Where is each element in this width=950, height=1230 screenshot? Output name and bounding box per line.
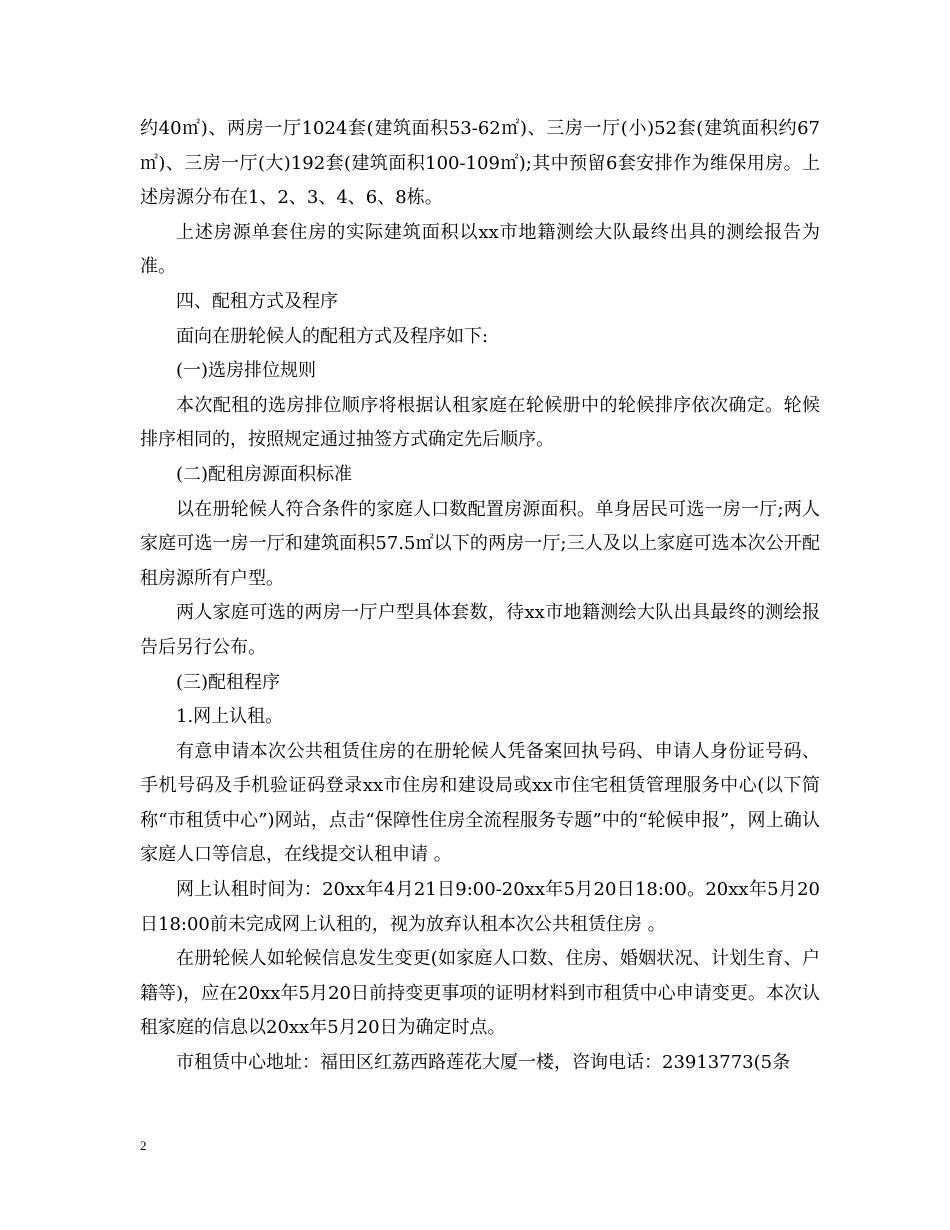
paragraph-2: 上述房源单套住房的实际建筑面积以xx市地籍测绘大队最终出具的测绘报告为准。 bbox=[140, 221, 820, 278]
subheading-2: (二)配租房源面积标准 bbox=[176, 463, 353, 485]
subheading-1: (一)选房排位规则 bbox=[176, 360, 317, 382]
step-1-heading: 1.网上认租。 bbox=[176, 706, 284, 728]
section-heading-4: 四、配租方式及程序 bbox=[176, 290, 338, 312]
page-number: 2 bbox=[140, 1138, 147, 1153]
paragraph-12: 有意申请本次公共租赁住房的在册轮候人凭备案回执号码、申请人身份证号码、手机号码及手机验证码登录xx市住房和建设局或xx市住宅租赁管理服务中心(以下简称“市租赁中心”)网站，点击“保障性住房全流程服务专题”中的“轮候申报”，网上确认家庭人口等信息，在线提交认租申请 。 bbox=[140, 740, 820, 866]
subheading-3: (三)配租程序 bbox=[176, 671, 281, 693]
paragraph-6: 本次配租的选房排位顺序将根据认租家庭在轮候册中的轮候排序依次确定。轮候排序相同的，按照规定通过抽签方式确定先后顺序。 bbox=[140, 394, 820, 451]
document-body bbox=[140, 112, 820, 1081]
paragraph-8: 以在册轮候人符合条件的家庭人口数配置房源面积。单身居民可选一房一厅;两人家庭可选一房一厅和建筑面积57.5㎡以下的两房一厅;三人及以上家庭可选本次公开配租房源所有户型。 bbox=[140, 498, 820, 589]
paragraph-1: 约40㎡)、两房一厅1024套(建筑面积53-62㎡)、三房一厅(小)52套(建筑面积约67㎡)、三房一厅(大)192套(建筑面积100-109㎡);其中预留6套安排作为维保用房。上述房源分布在1、2、3、4、6、8栋。 bbox=[140, 118, 820, 209]
paragraph-14: 在册轮候人如轮候信息发生变更(如家庭人口数、住房、婚姻状况、计划生育、户籍等)，应在20xx年5月20日前持变更事项的证明材料到市租赁中心申请变更。本次认租家庭的信息以20xx年5月20日为确定时点。 bbox=[140, 948, 820, 1039]
paragraph-4: 面向在册轮候人的配租方式及程序如下: bbox=[176, 325, 489, 347]
paragraph-9: 两人家庭可选的两房一厅户型具体套数，待xx市地籍测绘大队出具最终的测绘报告后另行公布。 bbox=[140, 602, 820, 658]
paragraph-13: 网上认租时间为：20xx年4月21日9:00-20xx年5月20日18:00。20xx年5月20日18:00前未完成网上认租的，视为放弃认租本次公共租赁住房 。 bbox=[140, 879, 820, 935]
paragraph-15: 市租赁中心地址：福田区红荔西路莲花大厦一楼，咨询电话：23913773(5条 bbox=[176, 1052, 791, 1074]
